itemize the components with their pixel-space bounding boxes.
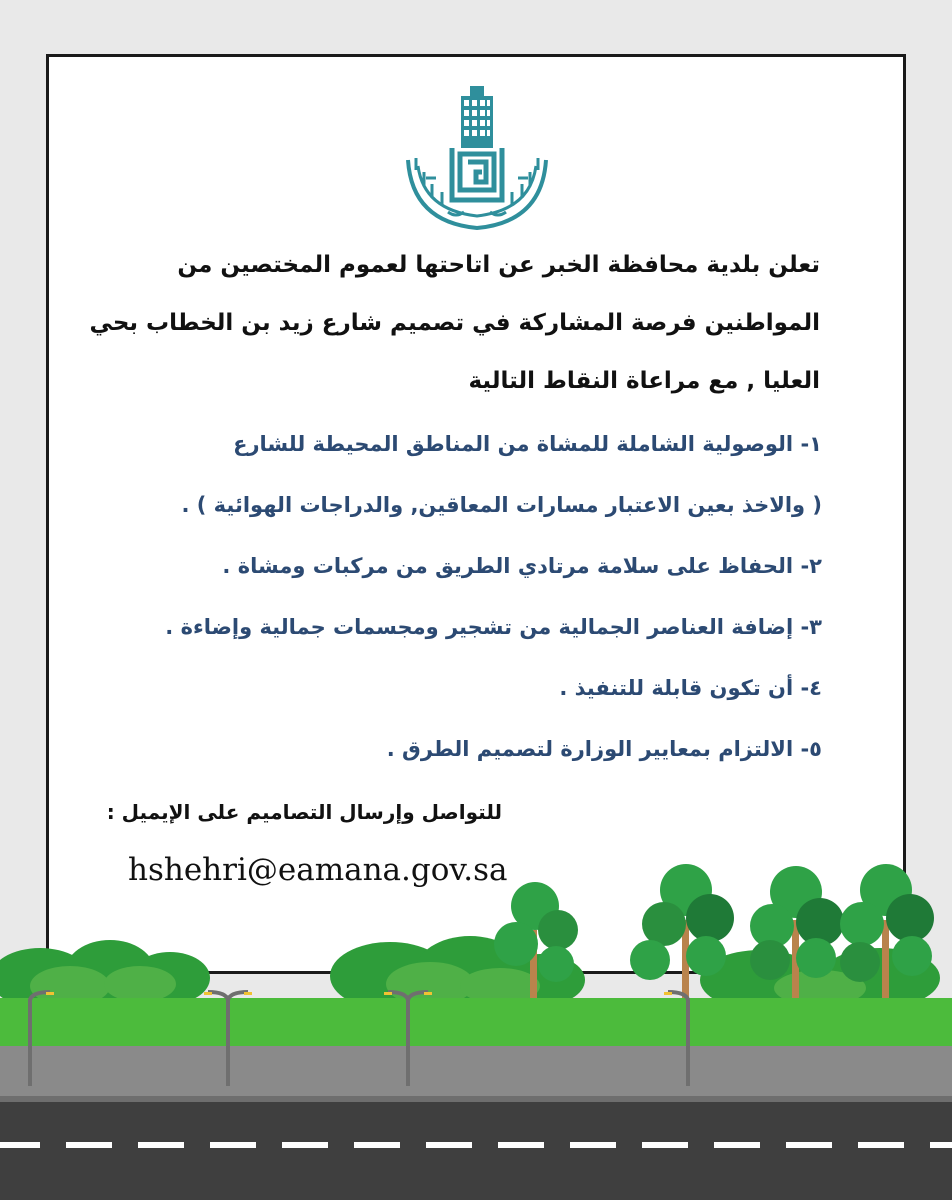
- requirement-item: ٥- الالتزام بمعايير الوزارة لتصميم الطرق .: [386, 737, 822, 761]
- contact-email: hshehri@eamana.gov.sa: [128, 852, 508, 888]
- requirement-item: ٤- أن تكون قابلة للتنفيذ .: [559, 676, 822, 700]
- municipality-logo-icon: [402, 82, 552, 242]
- requirements-list: [100, 414, 822, 780]
- requirement-item: ٢- الحفاظ على سلامة مرتادي الطريق من مركبات ومشاة .: [222, 554, 822, 578]
- announcement-text: [89, 236, 820, 410]
- requirement-item: ٣- إضافة العناصر الجمالية من تشجير ومجسمات جمالية وإضاءة .: [165, 615, 822, 639]
- requirement-item: ١- الوصولية الشاملة للمشاة من المناطق المحيطة للشارع: [233, 432, 822, 456]
- announcement-line: العليا , مع مراعاة النقاط التالية: [468, 368, 820, 394]
- street-illustration: [0, 860, 952, 1200]
- announcement-line: تعلن بلدية محافظة الخبر عن اتاحتها لعموم المختصين من: [177, 252, 820, 278]
- announcement-line: المواطنين فرصة المشاركة في تصميم شارع زيد بن الخطاب بحي: [89, 310, 820, 336]
- requirement-item: ( والاخذ بعين الاعتبار مسارات المعاقين, والدراجات الهوائية ) .: [181, 493, 822, 517]
- contact-label: للتواصل وإرسال التصاميم على الإيميل :: [106, 800, 502, 824]
